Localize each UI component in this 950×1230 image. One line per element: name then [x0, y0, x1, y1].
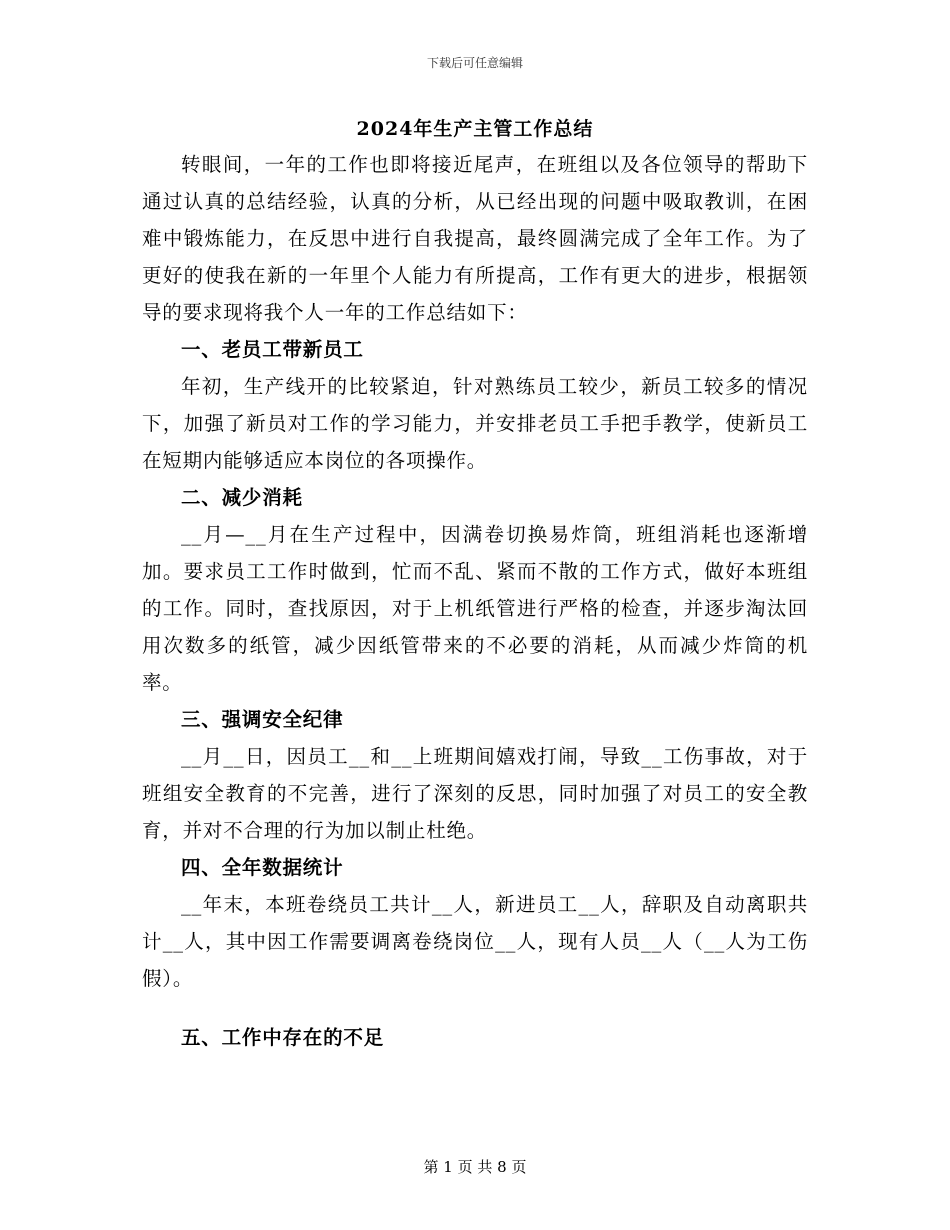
section-heading-5: 五、工作中存在的不足: [181, 1026, 385, 1049]
header-note: 下载后可任意编辑: [426, 56, 523, 70]
section-body-4: __年末，本班卷绕员工共计__人，新进员工__人，辞职及自动离职共计__人，其中因工作需要调离卷绕岗位__人，现有人员__人（__人为工伤假）。: [142, 893, 808, 990]
intro-paragraph: 转眼间，一年的工作也即将接近尾声，在班组以及各位领导的帮助下通过认真的总结经验，认真的分析，从已经出现的问题中吸取教训，在困难中锻炼能力，在反思中进行自我提高，最终圆满完成了全年工作。为了更好的使我在新的一年里个人能力有所提高，工作有更大的进步，根据领导的要求现将我个人一年的工作总结如下：: [142, 153, 808, 324]
document-body: [142, 146, 808, 1056]
section-body-1: 年初，生产线开的比较紧迫，针对熟练员工较少，新员工较多的情况下，加强了新员对工作的学习能力，并安排老员工手把手教学，使新员工在短期内能够适应本岗位的各项操作。: [142, 375, 808, 472]
document-title: 2024年生产主管工作总结: [356, 118, 594, 140]
section-heading-3: 三、强调安全纪律: [181, 708, 344, 731]
section-body-3: __月__日，因员工__和__上班期间嬉戏打闹，导致__工伤事故，对于班组安全教育的不完善，进行了深刻的反思，同时加强了对员工的安全教育，并对不合理的行为加以制止杜绝。: [142, 745, 808, 842]
section-heading-2: 二、减少消耗: [181, 486, 303, 509]
section-heading-1: 一、老员工带新员工: [181, 338, 364, 361]
page-footer: 第 1 页 共 8 页: [423, 1158, 527, 1176]
section-heading-4: 四、全年数据统计: [181, 856, 344, 879]
section-body-2: __月—__月在生产过程中，因满卷切换易炸筒，班组消耗也逐渐增加。要求员工工作时做到，忙而不乱、紧而不散的工作方式，做好本班组的工作。同时，查找原因，对于上机纸管进行严格的检查，并逐步淘汰回用次数多的纸管，减少因纸管带来的不必要的消耗，从而减少炸筒的机率。: [142, 523, 808, 694]
